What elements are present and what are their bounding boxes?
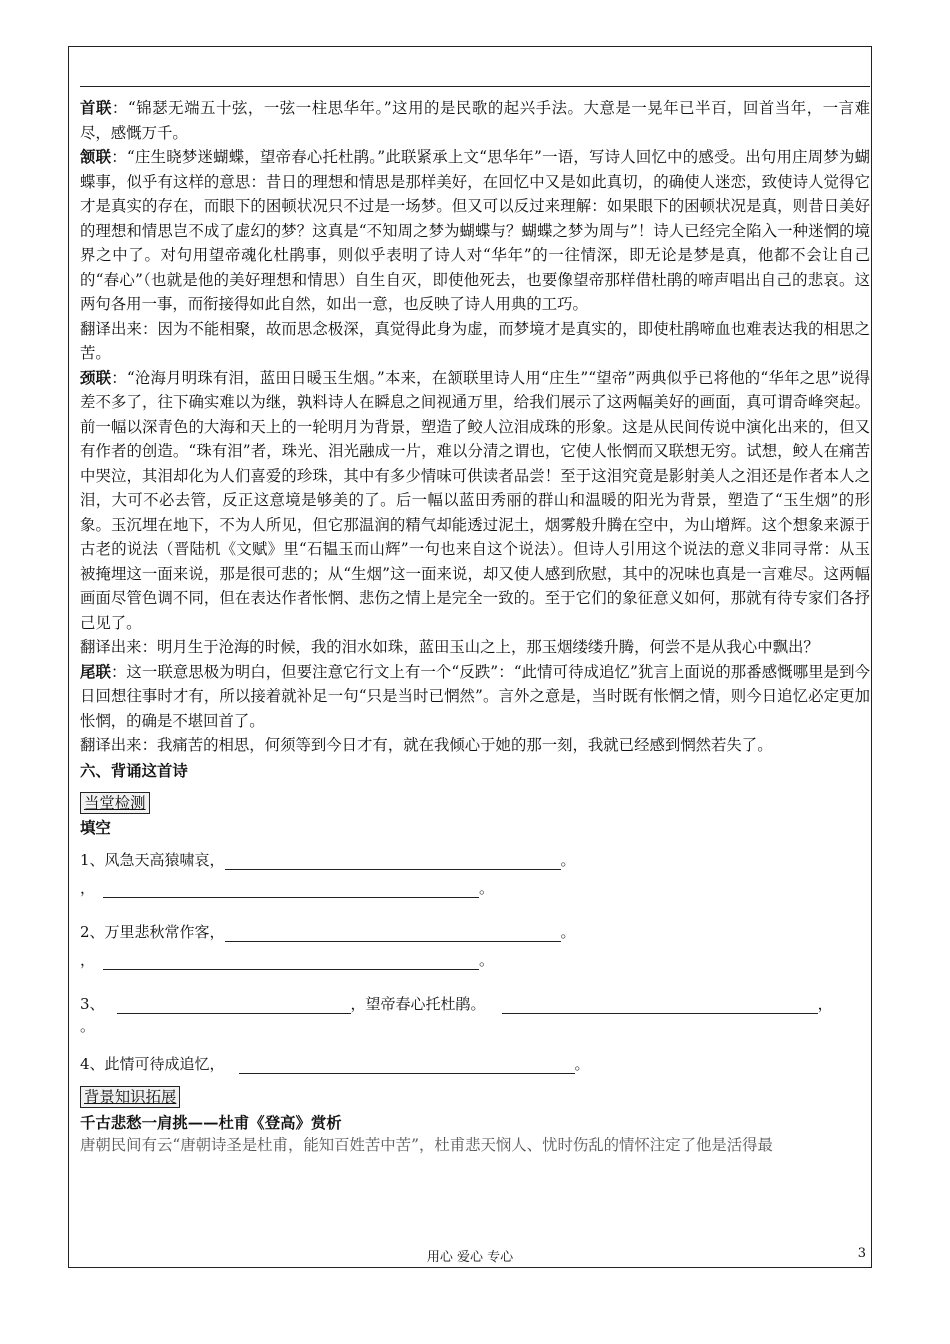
q2-blank-2[interactable] [103,951,479,970]
header-rule [80,86,870,87]
q1-prompt: 1、风急天高猿啸哀， [80,850,225,869]
question-4 [80,1054,870,1074]
para-label: 颔联 [80,148,112,166]
fill-title: 填空 [80,818,111,837]
question-3 [80,994,870,1036]
q3-prompt: 3、 [80,994,105,1013]
q2-line2-prefix: ， [80,950,96,969]
footer-text: 用心 爱心 专心 [426,1250,514,1265]
para-translation-3 [80,733,870,758]
q4-end: 。 [574,1054,590,1073]
q2-end: 。 [560,922,576,941]
q3-blank-1[interactable] [117,995,351,1014]
page-number: 3 [857,1246,866,1261]
para-text: 翻译出来：我痛苦的相思，何须等到今日才有，就在我倾心于她的那一刻，我就已经感到惘然若失了。 [80,736,773,754]
q2-blank-1[interactable] [225,923,561,942]
para-translation-2 [80,635,870,660]
question-1 [80,850,870,898]
para-translation-1 [80,317,870,366]
para-label: 尾联 [80,662,111,681]
para-label: 颈联 [80,368,112,387]
para-text: 翻译出来：明月生于沧海的时候，我的泪水如珠，蓝田玉山之上，那玉烟缕缕升腾，何尝不是从我心中飘出？ [80,638,819,656]
para-jinglian [80,366,870,636]
q1-blank-2[interactable] [103,879,479,898]
para-label: 首联 [80,99,112,117]
q2-line2-end: 。 [479,950,495,969]
q3-line2-end: 。 [80,1016,96,1035]
q2-prompt: 2、万里悲秋常作客， [80,922,225,941]
para-text: 翻译出来：因为不能相聚，故而思念极深，真觉得此身为虚，而梦境才是真实的，即使杜鹃啼血也难表达我的相思之苦。 [80,319,870,362]
para-hanlian [80,145,870,317]
q4-prompt: 4、此情可待成追忆， [80,1054,225,1073]
main-content [80,96,870,1156]
para-weilian [80,660,870,734]
para-text: ：“沧海月明珠有泪，蓝田日暖玉生烟。”本来，在颔联里诗人用“庄生”“望帝”两典似乎已将他的“华年之思”说得差不多了，往下确实难以为继，孰料诗人在瞬息之间视通万里，给我们展示了这两幅美好的画面，真可谓奇峰突起。前一幅以深青色的大海和天上的一轮明月为背景，塑造了鲛人泣泪成珠的形象。这是从民间传说中演化出来的，但又有作者的创造。“珠有泪”者，珠光、泪光融成一片，难以分清之谓也，它使人怅惘而又联想无穷。试想，鲛人在痛苦中哭泣，其泪却化为人们喜爱的珍珠，其中有多少情味可供读者品尝！至于这泪究竟是影射美人之泪还是作者本人之泪，大可不必去管，反正这意境是够美的了。后一幅以蓝田秀丽的群山和温暖的阳光为背景，塑造了“玉生烟”的形象。玉沉埋在地下，不为人所见，但它那温润的精气却能透过泥土，烟雾般升腾在空中，为山增辉。这个想象来源于古老的说法（晋陆机《文赋》里“石韫玉而山辉”一句也来自这个说法）。但诗人引用这个说法的意义非同寻常：从玉被掩埋这一面来说，那是很可悲的；从“生烟”这一面来说，却又使人感到欣慰，其中的况味也真是一言难尽。这两幅画面尽管色调不同，但在表达作者怅惘、悲伤之情上是完全一致的。至于它们的象征意义如何，那就有待专家们各抒己见了。 [80,368,870,632]
check-label: 当堂检测 [80,792,150,814]
q1-line2-prefix: ， [80,878,96,897]
q3-end: ， [817,994,833,1013]
q1-blank-1[interactable] [225,851,561,870]
para-shoulian [80,96,870,145]
q4-blank[interactable] [239,1055,575,1074]
section-6-heading: 六、背诵这首诗 [80,761,188,780]
ext-title: 千古悲愁一肩挑——杜甫《登高》赏析 [80,1113,342,1132]
q1-end: 。 [560,850,576,869]
para-text: ：“庄生晓梦迷蝴蝶，望帝春心托杜鹃。”此联紧承上文“思华年”一语，写诗人回忆中的感受。出句用庄周梦为蝴蝶事，似乎有这样的意思：昔日的理想和情思是那样美好，在回忆中又是如此真切，的确使人迷恋，致使诗人觉得它才是真实的存在，而眼下的困顿状况只不过是一场梦。但又可以反过来理解：如果眼下的困顿状况是真，则昔日美好的理想和情思岂不成了虚幻的梦？这真是“不知周之梦为蝴蝶与？蝴蝶之梦为周与”！诗人已经完全陷入一种迷惘的境界之中了。对句用望帝魂化杜鹃事，则似乎表明了诗人对“华年”的一往情深，即无论是梦是真，他都不会让自己的“春心”（也就是他的美好理想和情思）自生自灭，即使他死去，也要像望帝那样借杜鹃的啼声唱出自己的悲哀。这两句各用一事，而衔接得如此自然，如出一意，也反映了诗人用典的工巧。 [80,148,870,313]
ext-text: 唐朝民间有云“唐朝诗圣是杜甫，能知百姓苦中苦”，杜甫悲天悯人、忧时伤乱的情怀注定了他是活得最 [80,1135,773,1154]
q3-middle: ，望帝春心托杜鹃。 [350,994,486,1013]
q3-blank-2[interactable] [502,995,818,1014]
para-text: ：这一联意思极为明白，但要注意它行文上有一个“反跌”：“此情可待成追忆”犹言上面说的那番感慨哪里是到今日回想往事时才有，所以接着就补足一句“只是当时已惘然”。言外之意是，当时既有怅惘之情，则今日追忆必定更加怅惘，的确是不堪回首了。 [80,662,870,730]
ext-label: 背景知识拓展 [80,1086,180,1108]
q1-line2-end: 。 [479,878,495,897]
question-2 [80,922,870,970]
para-text: ：“锦瑟无端五十弦，一弦一柱思华年。”这用的是民歌的起兴手法。大意是一晃年已半百，回首当年，一言难尽，感慨万千。 [80,99,870,142]
